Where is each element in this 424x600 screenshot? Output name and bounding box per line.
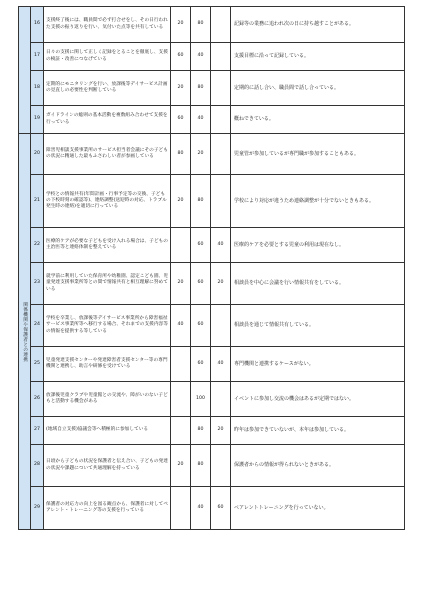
- table-row: [19, 445, 405, 487]
- value-partly: 60: [191, 263, 211, 305]
- table-row: [19, 7, 405, 43]
- value-partly: 40: [191, 43, 211, 71]
- comment: イベントに参加し交流の機会はあるが定期ではない。: [231, 382, 405, 417]
- value-no: [211, 106, 231, 134]
- row-number: 19: [31, 106, 44, 134]
- comment: ペアレントトレーニングを行っていない。: [231, 487, 405, 530]
- comment: 保護者からの情報が得られないときがある。: [231, 445, 405, 487]
- value-partly: 60: [191, 347, 211, 382]
- row-number: 21: [31, 175, 44, 228]
- item-text: 学校を卒業し、放課後等デイサービス事業所から障害福祉サービス事業所等へ移行する場合、それまでの支援内容等の情報を提供する等している: [44, 305, 171, 347]
- evaluation-table: [18, 6, 405, 530]
- item-text: 支援終了後には、職員間で必ず打合せをし、その日行われた支援の振り返りを行い、気付いた点等を共有している: [44, 7, 171, 43]
- value-yes: [171, 228, 191, 263]
- value-yes: 60: [171, 43, 191, 71]
- item-text: 児童発達支援センターや発達障害者支援センター等の専門機関と連携し、助言や研修を受けている: [44, 347, 171, 382]
- comment: 定期的に話し合い、職員間で話し合っている。: [231, 71, 405, 106]
- value-no: 60: [211, 487, 231, 530]
- comment: 支援目標に沿って記録している。: [231, 43, 405, 71]
- value-no: [211, 71, 231, 106]
- item-text: 日々の支援に関して正しく記録をとることを徹底し、支援の検証・改善につなげている: [44, 43, 171, 71]
- table-row: [19, 43, 405, 71]
- value-no: [211, 134, 231, 175]
- value-no: [211, 305, 231, 347]
- item-text: 就学前に利用していた保育所や幼稚園、認定こども園、児童発達支援事業所等との間で情報共有と相互理解に努めている: [44, 263, 171, 305]
- item-text: ガイドラインの総則の基本活動を複数組み合わせて支援を行っている: [44, 106, 171, 134]
- row-number: 23: [31, 263, 44, 305]
- table-row: [19, 417, 405, 445]
- item-text: 学校との情報共有(年間計画・行事予定等の交換、子どもの下校時刻の確認等)、連絡調整(送迎時の対応、トラブル発生時の連絡)を適切に行っている: [44, 175, 171, 228]
- category-cell-upper: [19, 7, 31, 134]
- row-number: 17: [31, 43, 44, 71]
- table-row: [19, 305, 405, 347]
- row-number: 20: [31, 134, 44, 175]
- item-text: (地域自立支援)協議会等へ積極的に参加している: [44, 417, 171, 445]
- value-no: [211, 43, 231, 71]
- value-yes: 20: [171, 445, 191, 487]
- item-text: 保護者の対応力の向上を図る観点から、保護者に対してペアレント・トレーニング等の支援を行っている: [44, 487, 171, 530]
- item-text: 定期的にモニタリングを行い、放課後等デイサービス計画の見直しの必要性を判断している: [44, 71, 171, 106]
- table-row: [19, 134, 405, 175]
- row-number: 25: [31, 347, 44, 382]
- table-row: [19, 347, 405, 382]
- value-yes: 80: [171, 134, 191, 175]
- item-text: 放課後児童クラブや児童館との交流や、障がいのない子どもと活動する機会がある: [44, 382, 171, 417]
- row-number: 28: [31, 445, 44, 487]
- value-no: [211, 175, 231, 228]
- table-row: [19, 175, 405, 228]
- comment: 児童管が参加しているが専門職が参加することもある。: [231, 134, 405, 175]
- value-yes: 40: [171, 305, 191, 347]
- value-partly: 40: [191, 487, 211, 530]
- comment: 相談員を通じて情報共有している。: [231, 305, 405, 347]
- value-partly: 60: [191, 228, 211, 263]
- value-partly: 40: [191, 106, 211, 134]
- value-no: 20: [211, 263, 231, 305]
- value-partly: 80: [191, 71, 211, 106]
- value-yes: 60: [171, 106, 191, 134]
- value-partly: 20: [191, 134, 211, 175]
- value-yes: [171, 487, 191, 530]
- value-partly: 80: [191, 417, 211, 445]
- value-no: 40: [211, 228, 231, 263]
- table-row: [19, 382, 405, 417]
- table-row: [19, 71, 405, 106]
- comment: 概ねできている。: [231, 106, 405, 134]
- value-no: 40: [211, 347, 231, 382]
- value-no: [211, 382, 231, 417]
- comment: 専門機関と連携するケースがない。: [231, 347, 405, 382]
- comment: 相談員を中心に会議を行い情報共有をしている。: [231, 263, 405, 305]
- value-yes: [171, 347, 191, 382]
- value-no: [211, 445, 231, 487]
- table-row: [19, 228, 405, 263]
- row-number: 16: [31, 7, 44, 43]
- value-partly: 80: [191, 175, 211, 228]
- row-number: 22: [31, 228, 44, 263]
- value-partly: 100: [191, 382, 211, 417]
- comment: 学校により対応が違うため連絡調整が十分でないときもある。: [231, 175, 405, 228]
- row-number: 24: [31, 305, 44, 347]
- item-text: 医療的ケアが必要な子どもを受け入れる場合は、子どもの主治医等と連絡体制を整えている: [44, 228, 171, 263]
- value-yes: 20: [171, 71, 191, 106]
- row-number: 18: [31, 71, 44, 106]
- value-no: 20: [211, 417, 231, 445]
- row-number: 27: [31, 417, 44, 445]
- value-no: [211, 7, 231, 43]
- category-label: 関係機関や保護者との連携: [19, 134, 31, 530]
- value-yes: 20: [171, 7, 191, 43]
- value-partly: 80: [191, 445, 211, 487]
- comment: 記録等の業務に追われ次の日に持ち越すことがある。: [231, 7, 405, 43]
- table-row: [19, 106, 405, 134]
- value-partly: 60: [191, 305, 211, 347]
- value-yes: [171, 417, 191, 445]
- value-partly: 80: [191, 7, 211, 43]
- row-number: 29: [31, 487, 44, 530]
- row-number: 26: [31, 382, 44, 417]
- table-row: [19, 487, 405, 530]
- item-text: 日頃から子どもの状況を保護者と伝え合い、子どもの発達の状況や課題について共通理解を持っている: [44, 445, 171, 487]
- value-yes: 20: [171, 175, 191, 228]
- table-row: [19, 263, 405, 305]
- value-yes: [171, 382, 191, 417]
- item-text: 障害児相談支援事業所のサービス担当者会議にその子どもの状況に精通した最もふさわしい者が参画している: [44, 134, 171, 175]
- comment: 医療的ケアを必要とする児童の利用は現在なし。: [231, 228, 405, 263]
- value-yes: 20: [171, 263, 191, 305]
- comment: 昨年は参加できていないが、本年は参加している。: [231, 417, 405, 445]
